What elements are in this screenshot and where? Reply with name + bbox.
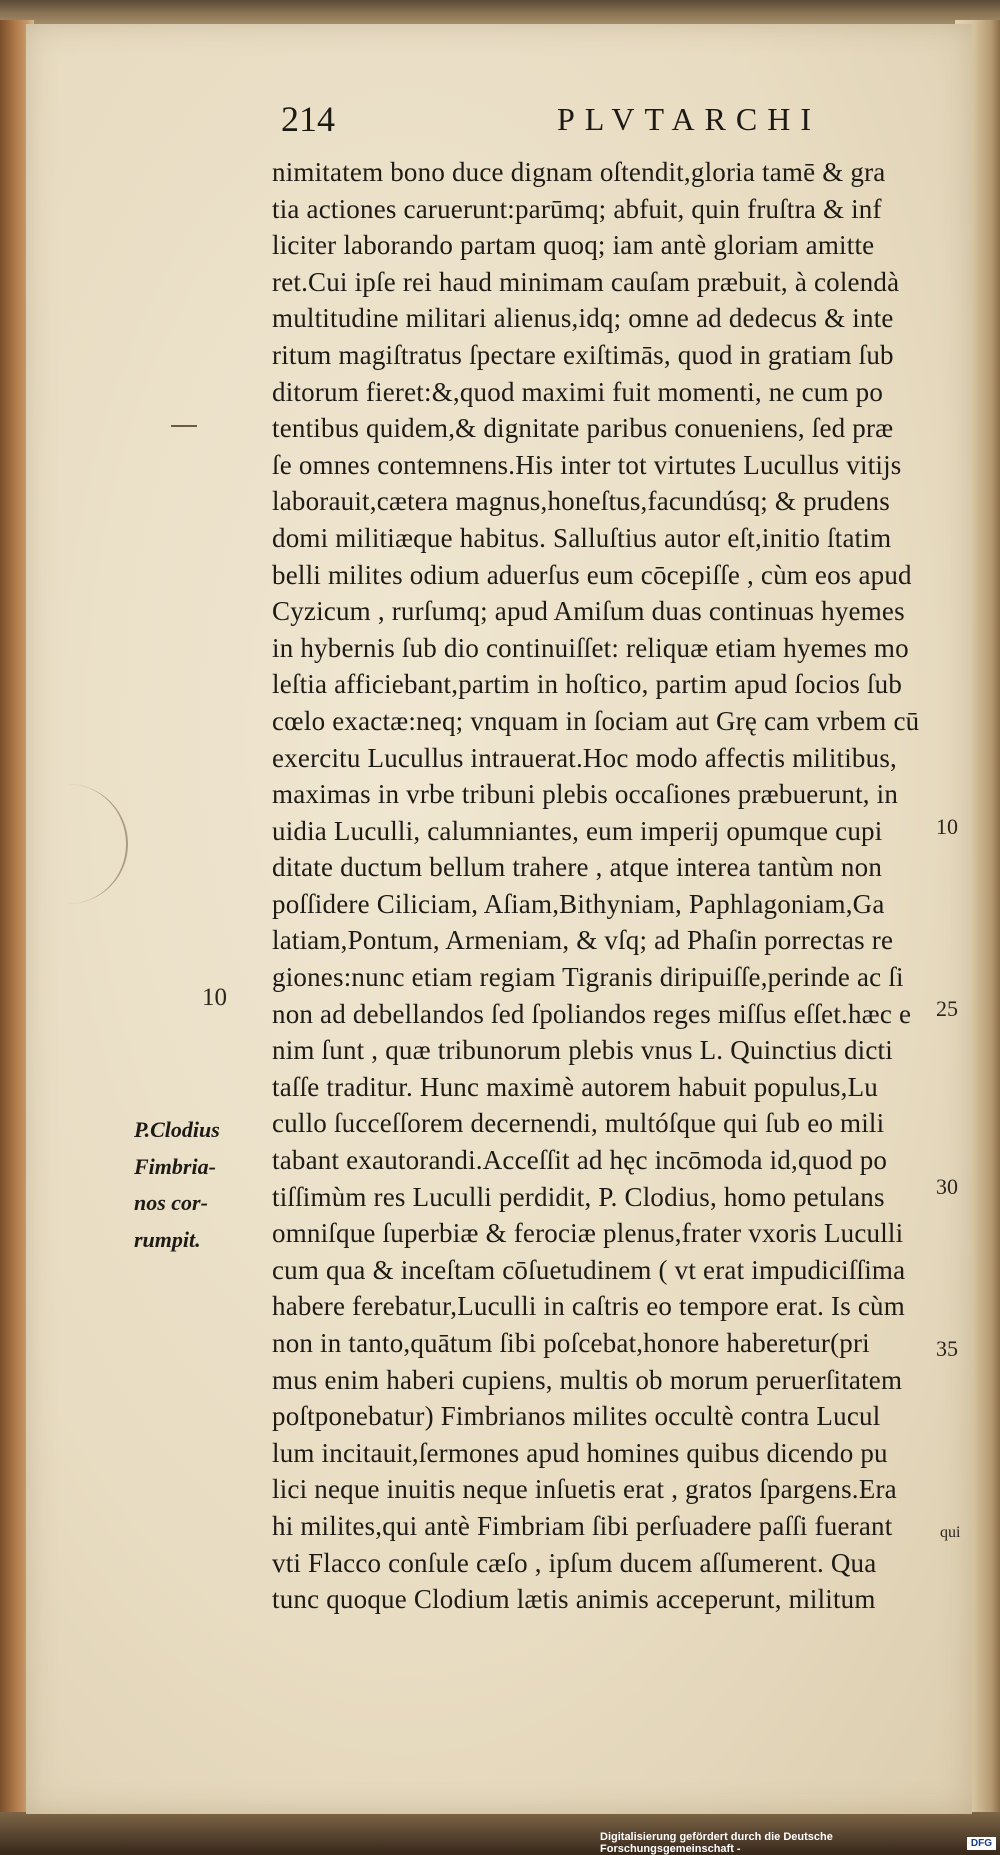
- text-line: ditate ductum bellum trahere , atque interea tantùm non: [272, 852, 883, 883]
- text-line: habere ferebatur,Luculli in caſtris eo tempore erat. Is cùm: [272, 1291, 905, 1322]
- dfg-logo: DFG: [967, 1837, 996, 1850]
- text-line: liciter laborando partam quoq; iam antè gloriam amitte: [272, 230, 875, 261]
- line-number-left: 10: [202, 984, 227, 1011]
- text-line: cum qua & inceſtam cōſuetudinem ( vt erat impudiciſſima: [272, 1254, 906, 1285]
- main-text: [272, 154, 972, 1618]
- page-number: 214: [281, 99, 335, 139]
- footer-credit: Digitalisierung gefördert durch die Deutsche Forschungsgemeinschaft -: [600, 1831, 833, 1855]
- text-line: lici neque inuitis neque inſuetis erat , gratos ſpargens.Era: [272, 1474, 897, 1505]
- text-line: omniſque ſuperbiæ & ferociæ plenus,frater vxoris Luculli: [272, 1218, 904, 1249]
- footer-bar: [600, 1831, 1000, 1855]
- text-line: cœlo exactæ:neq; vnquam in ſociam aut Grę cam vrbem cū: [272, 705, 920, 736]
- catchword: qui: [940, 1524, 961, 1541]
- text-line: tiſſimùm res Luculli perdidit, P. Clodius, homo petulans: [272, 1181, 885, 1212]
- text-line: mus enim haberi cupiens, multis ob morum peruerſitatem: [272, 1364, 903, 1395]
- running-title: PLVTARCHI: [556, 100, 821, 137]
- margin-dash-mark: [171, 425, 197, 427]
- text-line: poſtponebatur) Fimbrianos milites occultè contra Lucul: [272, 1401, 881, 1432]
- text-line: Cyzicum , rurſumq; apud Amiſum duas continuas hyemes: [272, 596, 905, 627]
- text-line: nimitatem bono duce dignam oſtendit,gloria tamē & gra: [272, 157, 886, 187]
- text-line: hi milites,qui antè Fimbriam ſibi perſuadere paſſi fuerant: [272, 1510, 893, 1541]
- text-line: maximas in vrbe tribuni plebis occaſiones præbuerunt, in: [272, 779, 899, 810]
- text-line: non in tanto,quātum ſibi poſcebat,honore haberetur(pri: [272, 1328, 870, 1358]
- text-line: tentibus quidem,& dignitate paribus conueniens, ſed præ: [272, 413, 894, 444]
- text-line: ritum magiſtratus ſpectare exiſtimās, quod in gratiam ſub: [272, 339, 894, 370]
- text-line: uidia Luculli, calumniantes, eum imperij opumque cupi: [272, 815, 883, 846]
- text-line: nim ſunt , quæ tribunorum plebis vnus L. Quinctius dicti: [272, 1035, 893, 1066]
- text-line: laborauit,cætera magnus,honeſtus,facundúsq; & prudens: [272, 486, 890, 517]
- text-line: ret.Cui ipſe rei haud minimam cauſam præbuit, à colendà: [272, 266, 900, 297]
- text-line: ditorum fieret:&,quod maximi fuit momenti, ne cum po: [272, 376, 884, 407]
- text-line: tunc quoque Clodium lætis animis acceperunt, militum: [272, 1584, 876, 1615]
- text-line: belli milites odium aduerſus eum cōcepiſſe , cùm eos apud: [272, 559, 912, 590]
- marginal-note-line: Fimbria-: [134, 1153, 216, 1179]
- line-number-right: 35: [936, 1336, 958, 1361]
- book-page: [26, 24, 972, 1814]
- text-line: tabant exautorandi.Acceſſit ad hęc incōmoda id,quod po: [272, 1145, 888, 1176]
- text-line: domi militiæque habitus. Salluſtius autor eſt,initio ſtatim: [272, 522, 892, 553]
- marginal-note-line: P.Clodius: [134, 1117, 220, 1142]
- marginal-note: [134, 1112, 274, 1258]
- marginal-note-line: nos cor-: [134, 1190, 208, 1216]
- text-line: vti Flacco conſule cæſo , ipſum ducem aſſumerent. Qua: [272, 1547, 877, 1578]
- text-line: non ad debellandos ſed ſpoliandos reges miſſus eſſet.hæc e: [272, 998, 912, 1029]
- text-line: in hybernis ſub dio continuiſſet: reliquæ etiam hyemes mo: [272, 632, 909, 663]
- line-number-right: 25: [936, 996, 958, 1021]
- page-header: [281, 94, 841, 144]
- text-line: taſſe traditur. Hunc maximè autorem habuit populus,Lu: [272, 1071, 878, 1102]
- text-line: latiam,Pontum, Armeniam, & vſq; ad Phaſin porrectas re: [272, 925, 894, 956]
- text-line: ſe omnes contemnens.His inter tot virtutes Lucullus vitijs: [272, 449, 902, 480]
- text-line: tia actiones caruerunt:parūmq; abfuit, quin fruſtra & inf: [272, 193, 882, 224]
- text-line: exercitu Lucullus intrauerat.Hoc modo affectis militibus,: [272, 742, 897, 773]
- text-line: giones:nunc etiam regiam Tigranis diripuiſſe,perinde ac ſi: [272, 962, 904, 993]
- text-line: cullo ſucceſſorem decernendi, multóſque qui ſub eo mili: [272, 1108, 885, 1139]
- marginal-note-line: rumpit.: [134, 1226, 201, 1252]
- line-number-right: 10: [936, 814, 958, 839]
- binding-thread: [26, 784, 128, 904]
- text-line: lum incitauit,ſermones apud homines quibus dicendo pu: [272, 1437, 888, 1468]
- text-line: leſtia afficiebant,partim in hoſtico, partim apud ſocios ſub: [272, 669, 903, 700]
- text-line: poſſidere Ciliciam, Aſiam,Bithyniam, Paphlagoniam,Ga: [272, 888, 885, 919]
- text-line: multitudine militari alienus,idq; omne ad dedecus & inte: [272, 303, 894, 334]
- line-number-right: 30: [936, 1174, 958, 1199]
